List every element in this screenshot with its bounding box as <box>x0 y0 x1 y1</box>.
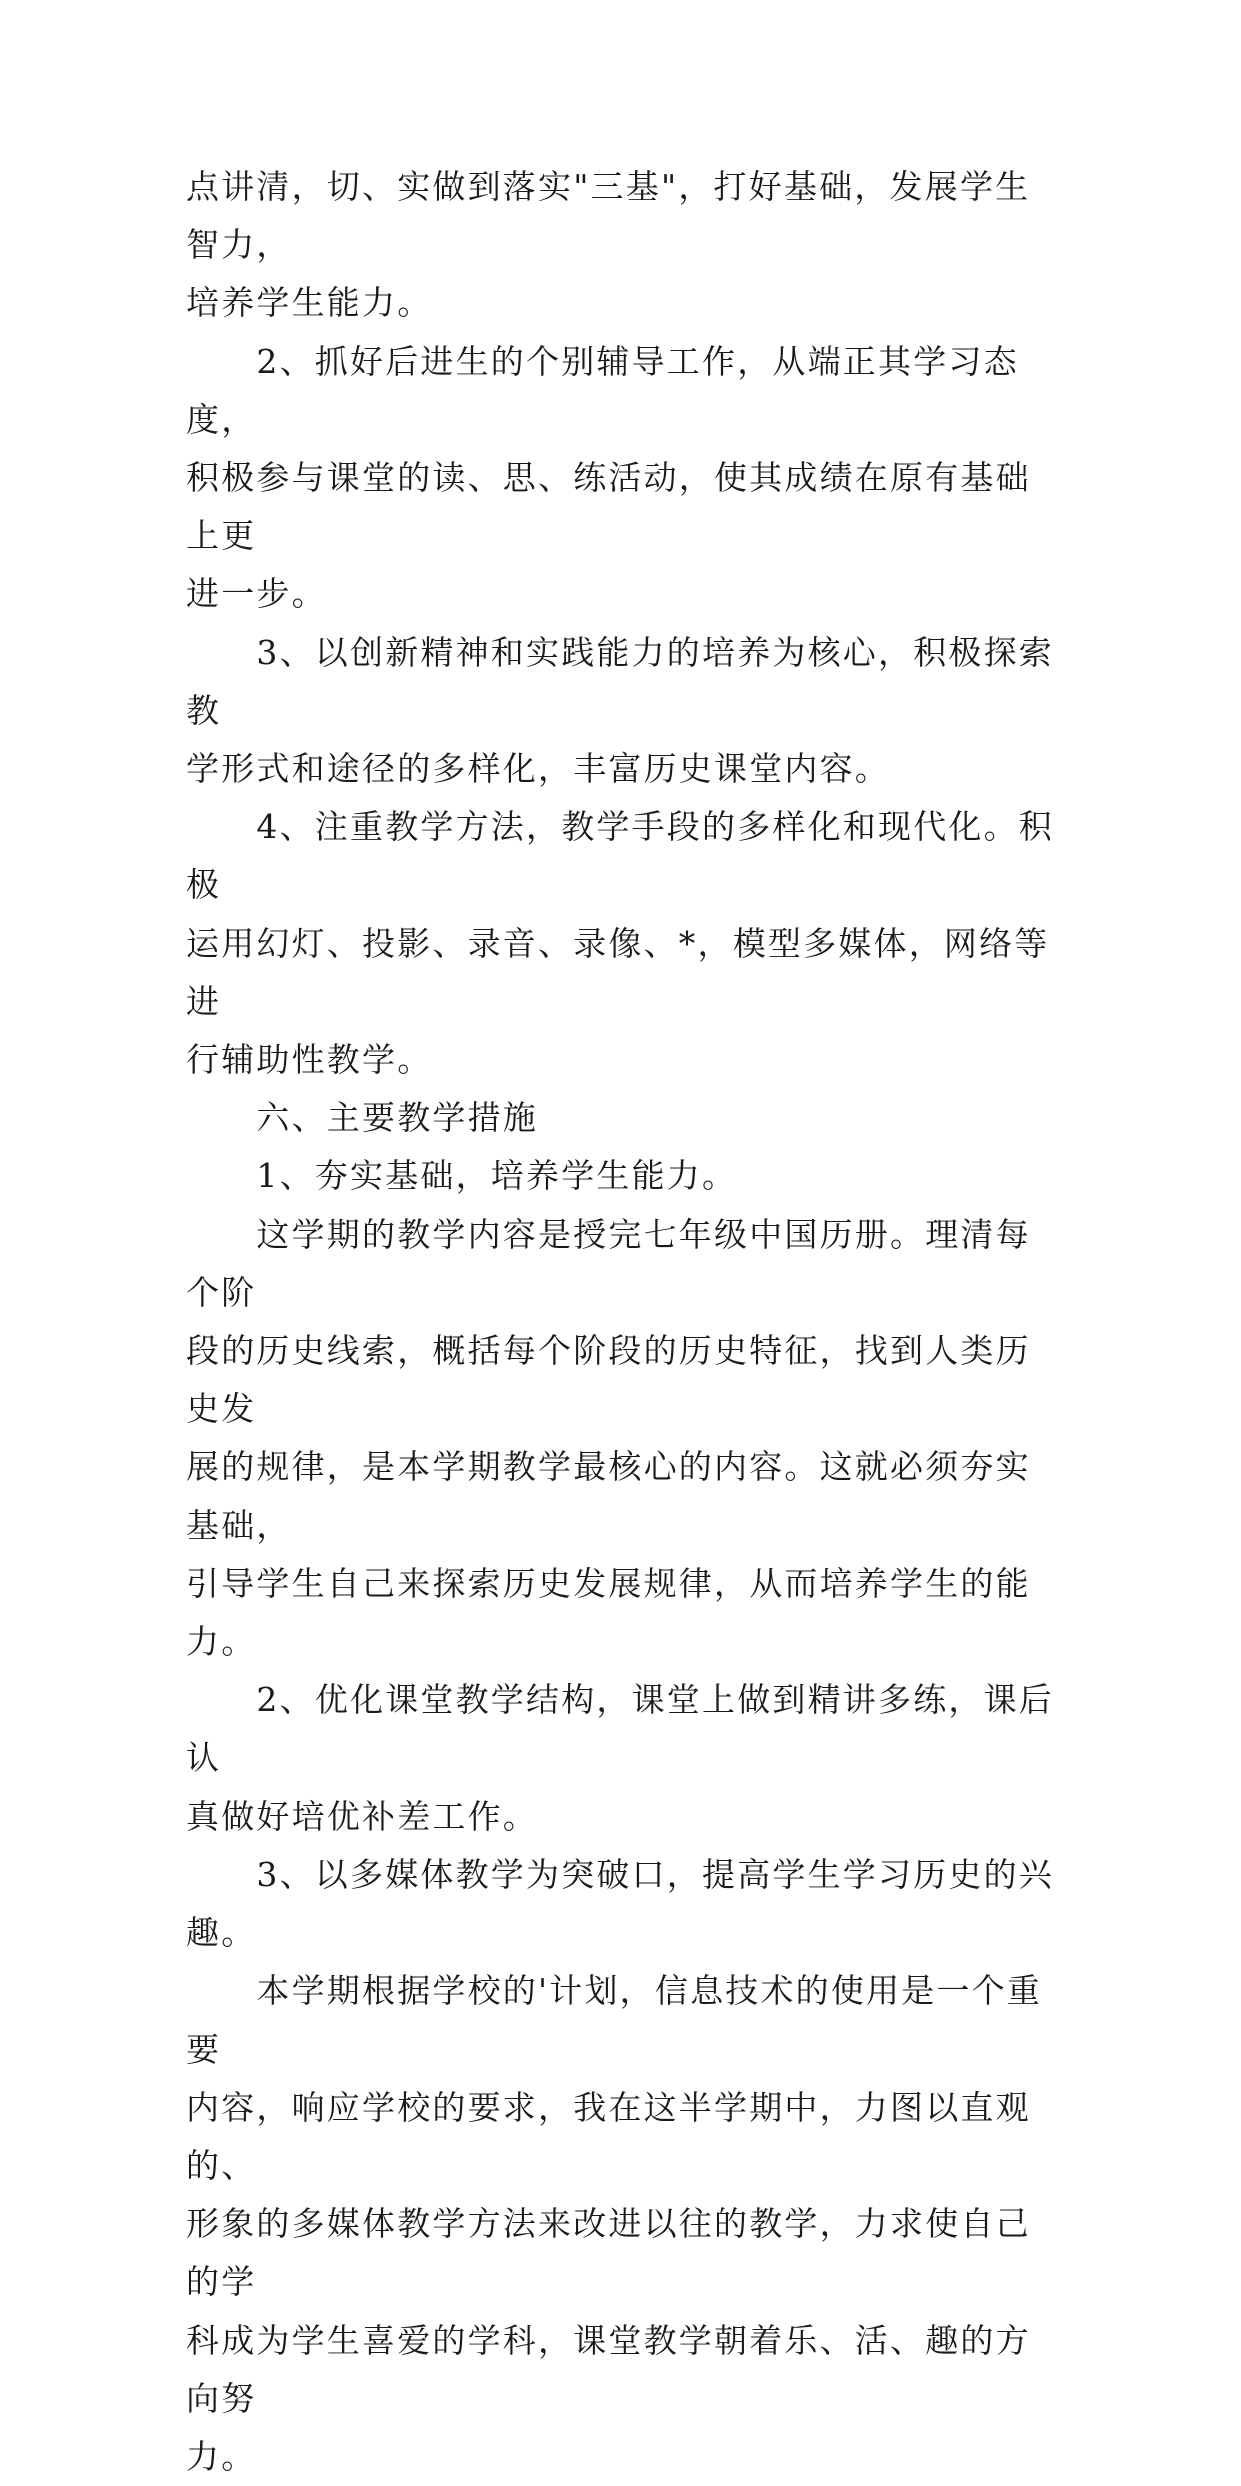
text-line: 展的规律，是本学期教学最核心的内容。这就必须夯实基础， <box>186 1447 1031 1545</box>
text-line: 形象的多媒体教学方法来改进以往的教学，力求使自己的学 <box>186 2204 1031 2302</box>
text-line: 段的历史线索，概括每个阶段的历史特征，找到人类历史发 <box>186 1331 1031 1429</box>
text-line: 点讲清，切、实做到落实"三基"，打好基础，发展学生智力， <box>186 167 1031 265</box>
text-line: 4、注重教学方法，教学手段的多样化和现代化。积极 <box>186 807 1054 905</box>
text-line: 积极参与课堂的读、思、练活动，使其成绩在原有基础上更 <box>186 458 1031 556</box>
text-line: 本学期根据学校的'计划，信息技术的使用是一个重要 <box>186 1971 1043 2069</box>
text-line: 运用幻灯、投影、录音、录像、*，模型多媒体，网络等进 <box>186 923 1050 1021</box>
text-line: 这学期的教学内容是授完七年级中国历册。理清每个阶 <box>186 1214 1031 1312</box>
text-line: 2、抓好后进生的个别辅导工作，从端正其学习态度， <box>186 341 1019 439</box>
section-heading: 六、主要教学措施 <box>186 1098 538 1138</box>
text-line: 学形式和途径的多样化，丰富历史课堂内容。 <box>186 749 890 789</box>
text-line: 科成为学生喜爱的学科，课堂教学朝着乐、活、趣的方向努 <box>186 2320 1031 2418</box>
text-line: 3、以多媒体教学为突破口，提高学生学习历史的兴趣。 <box>186 1854 1054 1953</box>
text-line: 2、优化课堂教学结构，课堂上做到精讲多练，课后认 <box>186 1680 1054 1778</box>
text-line: 3、以创新精神和实践能力的培养为核心，积极探索教 <box>186 632 1054 730</box>
text-line: 真做好培优补差工作。 <box>186 1796 538 1836</box>
text-line: 进一步。 <box>186 574 327 614</box>
text-line: 力。 <box>186 2436 257 2476</box>
document-body <box>186 158 1056 2486</box>
text-line: 培养学生能力。 <box>186 283 433 323</box>
text-line: 行辅助性教学。 <box>186 1040 433 1080</box>
text-line: 1、夯实基础，培养学生能力。 <box>186 1156 738 1196</box>
text-line: 内容，响应学校的要求，我在这半学期中，力图以直观的、 <box>186 2087 1031 2185</box>
text-line: 引导学生自己来探索历史发展规律，从而培养学生的能力。 <box>186 1563 1031 1662</box>
